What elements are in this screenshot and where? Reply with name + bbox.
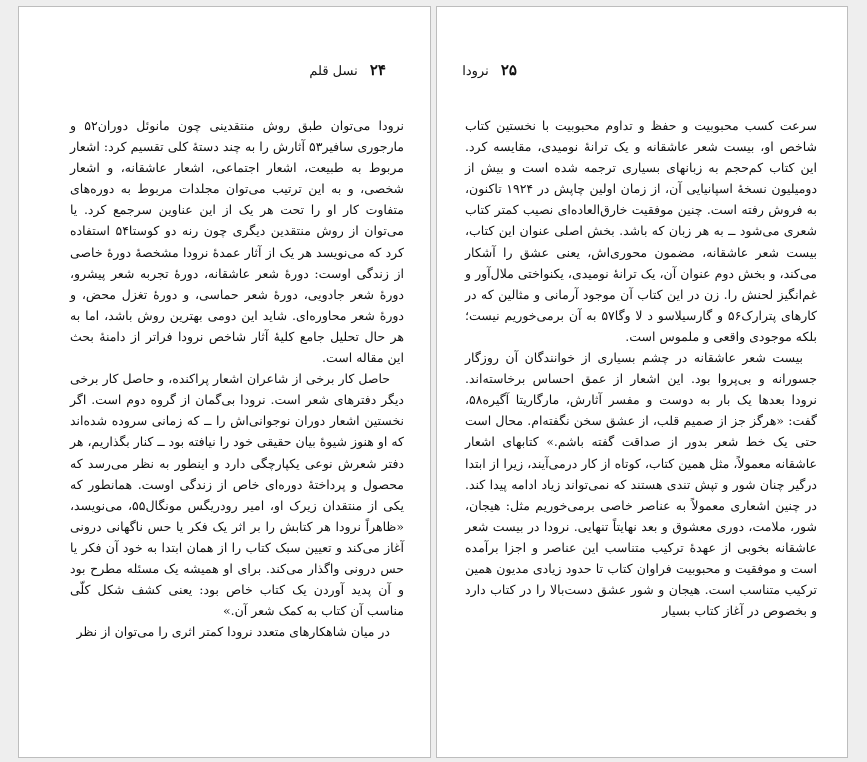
right-paragraph-1: سرعت کسب محبوبیت و حفظ و تداوم محبوبیت با نخستین کتاب شاخص او، بیست شعر عاشقانه و یک ترانهٔ نومیدی، مقایسه کرد. این کتاب کم‌حجم به زبانهای بسیاری ترجمه شده است و بیش از دومیلیون نسخهٔ اسپانیایی آن، از زمان اولین چاپش در ۱۹۲۴ تاکنون، به فروش رفته است. چنین موفقیت خارق‌العاده‌ای نصیب کمتر کتاب شعری می‌شود ــ به هر زبان که باشد. بخش اصلی عنوان این کتاب، بیست شعر عاشقانه، مضمون محوری‌اش، یعنی عشق را آشکار می‌کند، و بخش دوم عنوان آن، یک ترانهٔ نومیدی، یکنواختی ملال‌آور و غم‌انگیز لحنش را. زن در این کتاب آن موجود آرمانی و مثالین که در کارهای پترارک۵۶ و گارسیلاسو د لا وگا۵۷ به آن برمی‌خوریم نیست؛ بلکه موجودی واقعی و ملموس است. <box>465 118 818 344</box>
left-paragraph-3: در میان شاهکارهای متعدد نرودا کمتر اثری را می‌توان از نظر <box>76 624 390 640</box>
right-page-number: ۲۵ <box>500 61 517 79</box>
right-page-body <box>465 115 817 621</box>
right-running-head: نرودا <box>462 64 489 79</box>
left-running-head: نسل قلم <box>309 64 358 79</box>
left-page <box>18 6 431 758</box>
right-page <box>436 6 848 758</box>
left-page-number: ۲۴ <box>369 61 386 79</box>
left-page-body <box>70 115 404 642</box>
right-paragraph-2: بیست شعر عاشقانه در چشم بسیاری از خوانندگان آن روزگار جسورانه و بی‌پروا بود. این اشعار از عمق احساس برخاسته‌اند. نرودا بعدها یک بار به دوست و مفسر آثارش، مارگاریتا آگیره۵۸، گفت: «هرگز جز از صمیم قلب، از عشق سخن نگفته‌ام. محال است حتی یک خط شعر بدور از صداقت گفته باشم.» کتابهای اشعار عاشقانه معمولاً، مثل همین کتاب، کوتاه از کار درمی‌آیند، زیرا از ابتدا درگیر چنان شور و تپش تندی هستند که نمی‌تواند زیاد ادامه پیدا کند. در چنین اشعاری معمولاً به عناصر خاصی برمی‌خوریم مثل: هیجان، شور، ملامت، دوری معشوق و بعد نهایتاً تنهایی. نرودا در بیست شعر عاشقانه بخوبی از عهدهٔ ترکیب متناسب این عناصر و اجزا برآمده است و موفقیت و محبوبیت فراوان کتاب تا حدود زیادی مدیون همین ترکیب متناسب است. هیجان و شور عشق دست‌بالا را در کتاب دارد و بخصوص در آغاز کتاب بسیار <box>465 350 817 619</box>
left-paragraph-1: نرودا می‌توان طبق روش منتقدینی چون مانوئل دوران۵۲ و مارجوری سافیر۵۳ آثارش را به چند دستهٔ کلی تقسیم کرد: اشعار مربوط به طبیعت، اشعار اجتماعی، اشعار عاشقانه، و اشعار شخصی، و به این ترتیب می‌توان مجلدات مربوط به دوره‌های متفاوت کار او را تحت هر یک از این عناوین سرجمع کرد. یا می‌توان از روش منتقدین دیگری چون رنه دو کوستا۵۴ استفاده کرد که می‌نویسد هر یک از آثار عمدهٔ نرودا مشخصهٔ دورهٔ خاصی از زندگی اوست: دورهٔ شعر عاشقانه، دورهٔ تجربه شعر پیشرو، دورهٔ شعر جادویی، دورهٔ شعر حماسی، و دورهٔ تغزل محض، و دورهٔ شعر محاوره‌ای. شاید این دومی بهترین روش باشد، اما به هر حال تحلیل جامع کلیهٔ آثار شاخص نرودا فراتر از دامنهٔ بحث این مقاله است. <box>70 118 404 366</box>
left-page-header <box>309 61 386 79</box>
right-page-header <box>462 61 517 79</box>
left-paragraph-2: حاصل کار برخی از شاعران اشعار پراکنده، و حاصل کار برخی دیگر دفترهای شعر است. نرودا بی‌گمان از گروه دوم است. اگر نخستین اشعار دوران نوجوانی‌اش را ــ که زمانی سروده شده‌اند که او هنوز شیوهٔ بیان حقیقی خود را نیافته بود ــ کنار بگذاریم، هر دفتر شعرش نوعی یکپارچگی دارد و اینطور به نظر می‌رسد که محصول و پرداختهٔ دوره‌ای خاص از زندگی اوست. همانطور که یکی از منتقدان زیرک او، امیر رودریگس مونگال۵۵، می‌نویسد، «ظاهراً نرودا هر کتابش را بر اثر یک فکر یا حس ناگهانی درونی آغاز می‌کند و تعیین سبک کتاب را از همان ابتدا به خود آن فکر یا حس درونی واگذار می‌کند. برای او همیشه یک مسئله مطرح بود و آن پدید آوردن یک کتاب خاص بود: یعنی کشف شکل کلّی مناسب آن کتاب به کمک شعر آن.» <box>70 371 404 619</box>
